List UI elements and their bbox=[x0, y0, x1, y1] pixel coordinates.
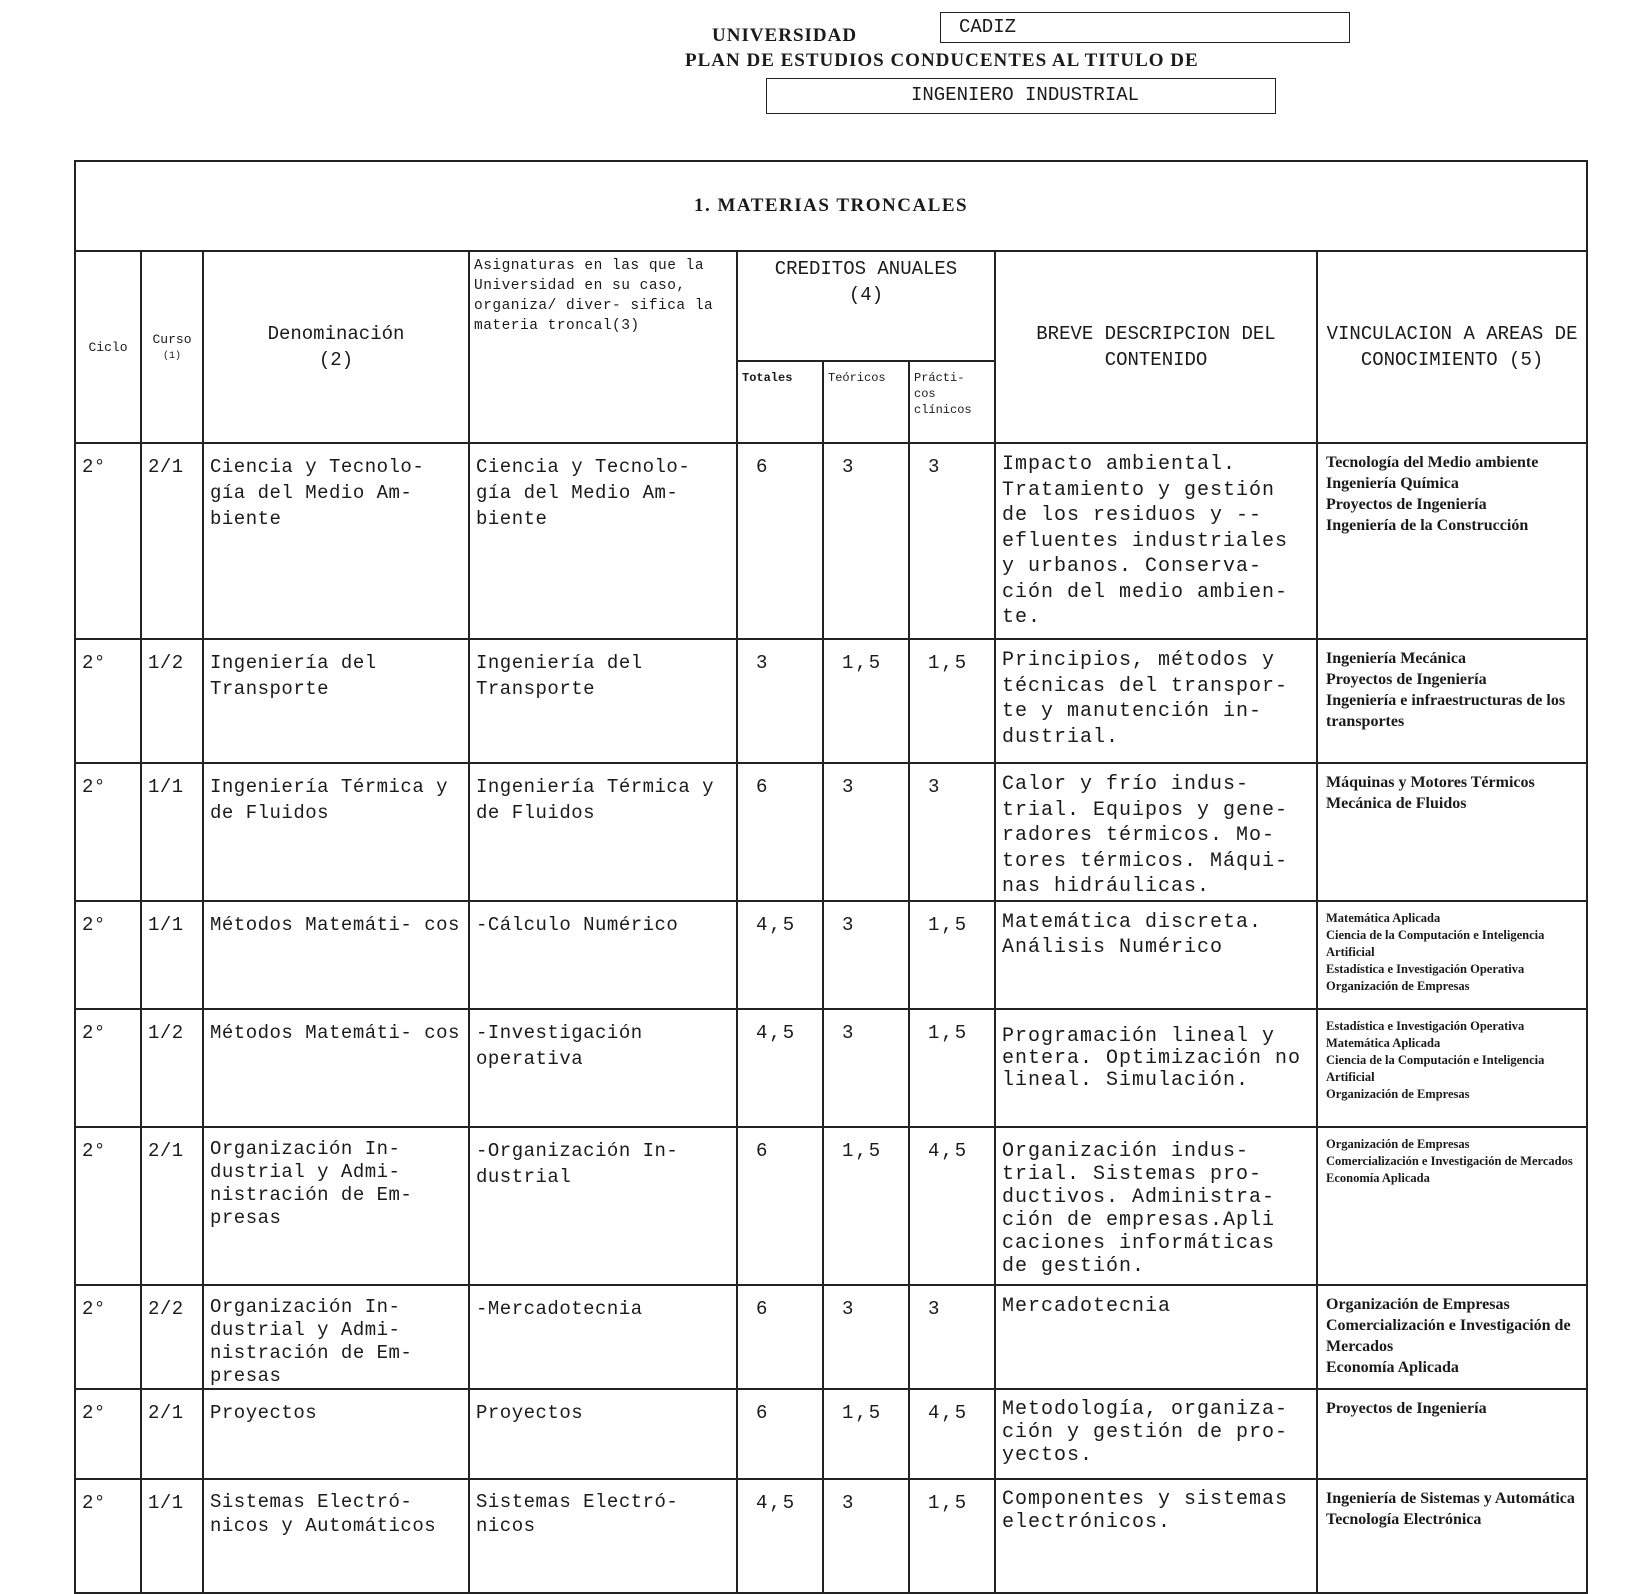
cell-areas bbox=[1317, 1009, 1587, 1127]
universidad-label: UNIVERSIDAD bbox=[712, 25, 858, 46]
cell-curso: 2/1 bbox=[141, 1389, 203, 1479]
cell-descripcion: Mercadotecnia bbox=[995, 1285, 1317, 1389]
area-item: Máquinas y Motores Térmicos bbox=[1326, 774, 1535, 791]
cell-curso: 1/1 bbox=[141, 1479, 203, 1594]
table-row bbox=[75, 639, 1587, 763]
cell-denominacion: Sistemas Electró- nicos y Automáticos bbox=[203, 1479, 469, 1594]
area-item: Mecánica de Fluidos bbox=[1326, 795, 1467, 812]
cell-descripcion: Principios, métodos y técnicas del transpor- te y manutención in- dustrial. bbox=[995, 639, 1317, 763]
cell-areas bbox=[1317, 443, 1587, 639]
cell-denominacion: Organización In- dustrial y Admi- nistración de Em- presas bbox=[203, 1285, 469, 1389]
cell-denominacion: Ingeniería Térmica y de Fluidos bbox=[203, 763, 469, 901]
area-item: Ingeniería e infraestructuras de los transportes bbox=[1326, 692, 1566, 730]
cell-descripcion: Organización indus- trial. Sistemas pro- ductivos. Administra- ción de empresas.Apli caciones informáticas de gestión. bbox=[995, 1127, 1317, 1285]
cell-asignatura: Sistemas Electró- nicos bbox=[469, 1479, 737, 1594]
cell-practicos: 1,5 bbox=[909, 1479, 995, 1594]
cell-practicos: 1,5 bbox=[909, 901, 995, 1009]
cell-curso: 1/2 bbox=[141, 639, 203, 763]
cell-practicos: 3 bbox=[909, 1285, 995, 1389]
cell-denominacion: Ciencia y Tecnolo- gía del Medio Am- biente bbox=[203, 443, 469, 639]
plan-label: PLAN DE ESTUDIOS CONDUCENTES AL TITULO DE bbox=[685, 50, 1199, 71]
area-item: Organización de Empresas bbox=[1326, 1295, 1510, 1313]
cell-denominacion: Ingeniería del Transporte bbox=[203, 639, 469, 763]
cell-teoricos: 1,5 bbox=[823, 1389, 909, 1479]
cell-curso: 1/1 bbox=[141, 763, 203, 901]
table-row bbox=[75, 901, 1587, 1009]
table-row bbox=[75, 1389, 1587, 1479]
cell-descripcion: Componentes y sistemas electrónicos. bbox=[995, 1479, 1317, 1594]
area-item: Comercialización e Investigación de Mercados bbox=[1326, 1316, 1571, 1355]
area-item: Comercialización e Investigación de Mercados bbox=[1326, 1153, 1573, 1168]
header-ciclo: Ciclo bbox=[75, 251, 141, 443]
area-item: Organización de Empresas bbox=[1326, 1086, 1470, 1101]
cell-teoricos: 3 bbox=[823, 763, 909, 901]
area-item: Organización de Empresas bbox=[1326, 1136, 1470, 1151]
area-item: Ingeniería de Sistemas y Automática bbox=[1326, 1489, 1575, 1507]
table-row bbox=[75, 1479, 1587, 1594]
cell-ciclo: 2° bbox=[75, 1009, 141, 1127]
area-item: Ciencia de la Computación e Inteligencia Artificial bbox=[1326, 927, 1545, 959]
cell-asignatura: Ciencia y Tecnolo- gía del Medio Am- biente bbox=[469, 443, 737, 639]
cell-denominacion: Métodos Matemáti- cos bbox=[203, 1009, 469, 1127]
table-title: 1. MATERIAS TRONCALES bbox=[75, 161, 1587, 251]
cell-totales: 6 bbox=[737, 1285, 823, 1389]
cell-practicos: 3 bbox=[909, 763, 995, 901]
area-item: Matemática Aplicada bbox=[1326, 910, 1441, 925]
table-row bbox=[75, 1009, 1587, 1127]
cell-descripcion: Calor y frío indus- trial. Equipos y gene- radores térmicos. Mo- tores térmicos. Máqui- nas hidráulicas. bbox=[995, 763, 1317, 901]
cell-totales: 6 bbox=[737, 1389, 823, 1479]
cell-curso: 2/2 bbox=[141, 1285, 203, 1389]
cell-areas bbox=[1317, 901, 1587, 1009]
cell-descripcion: Programación lineal y entera. Optimización no lineal. Simulación. bbox=[995, 1009, 1317, 1127]
cell-descripcion: Matemática discreta. Análisis Numérico bbox=[995, 901, 1317, 1009]
cell-totales: 6 bbox=[737, 1127, 823, 1285]
area-item: Tecnología del Medio ambiente bbox=[1326, 454, 1539, 471]
cell-descripcion: Metodología, organiza- ción y gestión de pro- yectos. bbox=[995, 1389, 1317, 1479]
cell-teoricos: 3 bbox=[823, 901, 909, 1009]
cell-totales: 4,5 bbox=[737, 1479, 823, 1594]
area-item: Organización de Empresas bbox=[1326, 978, 1470, 993]
cell-ciclo: 2° bbox=[75, 763, 141, 901]
cell-descripcion: Impacto ambiental. Tratamiento y gestión de los residuos y -- efluentes industriales y urbanos. Conserva- ción del medio ambien- te. bbox=[995, 443, 1317, 639]
area-item: Ingeniería de la Construcción bbox=[1326, 517, 1529, 534]
cell-ciclo: 2° bbox=[75, 443, 141, 639]
header-descripcion: BREVE DESCRIPCION DEL CONTENIDO bbox=[995, 251, 1317, 443]
cell-totales: 3 bbox=[737, 639, 823, 763]
cell-curso: 1/2 bbox=[141, 1009, 203, 1127]
area-item: Ingeniería Química bbox=[1326, 475, 1459, 492]
titulo-field: INGENIERO INDUSTRIAL bbox=[766, 78, 1276, 114]
area-item: Proyectos de Ingeniería bbox=[1326, 496, 1487, 513]
header-creditos: CREDITOS ANUALES (4) bbox=[737, 251, 995, 361]
cell-teoricos: 3 bbox=[823, 1285, 909, 1389]
cell-teoricos: 3 bbox=[823, 1479, 909, 1594]
table-row bbox=[75, 763, 1587, 901]
cell-areas bbox=[1317, 1285, 1587, 1389]
header-curso: Curso (1) bbox=[141, 251, 203, 443]
cell-practicos: 4,5 bbox=[909, 1127, 995, 1285]
cell-ciclo: 2° bbox=[75, 1127, 141, 1285]
cell-practicos: 1,5 bbox=[909, 639, 995, 763]
cell-asignatura: Ingeniería Térmica y de Fluidos bbox=[469, 763, 737, 901]
cell-practicos: 3 bbox=[909, 443, 995, 639]
area-item: Ingeniería Mecánica bbox=[1326, 650, 1466, 667]
cell-areas bbox=[1317, 1127, 1587, 1285]
area-item: Economía Aplicada bbox=[1326, 1170, 1430, 1185]
table-row bbox=[75, 443, 1587, 639]
cell-denominacion: Métodos Matemáti- cos bbox=[203, 901, 469, 1009]
cell-ciclo: 2° bbox=[75, 639, 141, 763]
area-item: Tecnología Electrónica bbox=[1326, 1510, 1482, 1528]
cell-teoricos: 1,5 bbox=[823, 1127, 909, 1285]
cell-ciclo: 2° bbox=[75, 1285, 141, 1389]
header-denominacion: Denominación (2) bbox=[203, 251, 469, 443]
cell-teoricos: 3 bbox=[823, 1009, 909, 1127]
cell-totales: 4,5 bbox=[737, 1009, 823, 1127]
header-vinculacion: VINCULACION A AREAS DE CONOCIMIENTO (5) bbox=[1317, 251, 1587, 443]
cell-ciclo: 2° bbox=[75, 1389, 141, 1479]
materias-troncales-table bbox=[74, 160, 1588, 1594]
cell-practicos: 4,5 bbox=[909, 1389, 995, 1479]
cell-asignatura: -Organización In- dustrial bbox=[469, 1127, 737, 1285]
cell-curso: 1/1 bbox=[141, 901, 203, 1009]
table-body bbox=[75, 443, 1587, 1593]
table-row bbox=[75, 1285, 1587, 1389]
cell-asignatura: Ingeniería del Transporte bbox=[469, 639, 737, 763]
cell-practicos: 1,5 bbox=[909, 1009, 995, 1127]
header-practicos: Prácti- cos clínicos bbox=[909, 361, 995, 443]
cell-teoricos: 1,5 bbox=[823, 639, 909, 763]
cell-ciclo: 2° bbox=[75, 901, 141, 1009]
cell-asignatura: -Cálculo Numérico bbox=[469, 901, 737, 1009]
cell-asignatura: -Investigación operativa bbox=[469, 1009, 737, 1127]
cell-totales: 4,5 bbox=[737, 901, 823, 1009]
cell-curso: 2/1 bbox=[141, 1127, 203, 1285]
cell-asignatura: Proyectos bbox=[469, 1389, 737, 1479]
area-item: Proyectos de Ingeniería bbox=[1326, 671, 1487, 688]
cell-totales: 6 bbox=[737, 443, 823, 639]
cell-teoricos: 3 bbox=[823, 443, 909, 639]
cell-areas bbox=[1317, 1479, 1587, 1594]
cell-asignatura: -Mercadotecnia bbox=[469, 1285, 737, 1389]
area-item: Estadística e Investigación Operativa bbox=[1326, 1018, 1525, 1033]
area-item: Matemática Aplicada bbox=[1326, 1035, 1441, 1050]
cell-totales: 6 bbox=[737, 763, 823, 901]
cell-areas bbox=[1317, 763, 1587, 901]
header-asignaturas: Asignaturas en las que la Universidad en su caso, organiza/ diver- sifica la materia troncal(3) bbox=[469, 251, 737, 443]
area-item: Economía Aplicada bbox=[1326, 1358, 1459, 1376]
cell-ciclo: 2° bbox=[75, 1479, 141, 1594]
area-item: Proyectos de Ingeniería bbox=[1326, 1399, 1487, 1417]
cell-areas bbox=[1317, 1389, 1587, 1479]
universidad-field: CADIZ bbox=[940, 12, 1350, 43]
header-teoricos: Teóricos bbox=[823, 361, 909, 443]
cell-areas bbox=[1317, 639, 1587, 763]
table-row bbox=[75, 1127, 1587, 1285]
cell-denominacion: Proyectos bbox=[203, 1389, 469, 1479]
header-totales: Totales bbox=[737, 361, 823, 443]
area-item: Ciencia de la Computación e Inteligencia Artificial bbox=[1326, 1052, 1545, 1084]
cell-curso: 2/1 bbox=[141, 443, 203, 639]
area-item: Estadística e Investigación Operativa bbox=[1326, 961, 1525, 976]
cell-denominacion: Organización In- dustrial y Admi- nistración de Em- presas bbox=[203, 1127, 469, 1285]
